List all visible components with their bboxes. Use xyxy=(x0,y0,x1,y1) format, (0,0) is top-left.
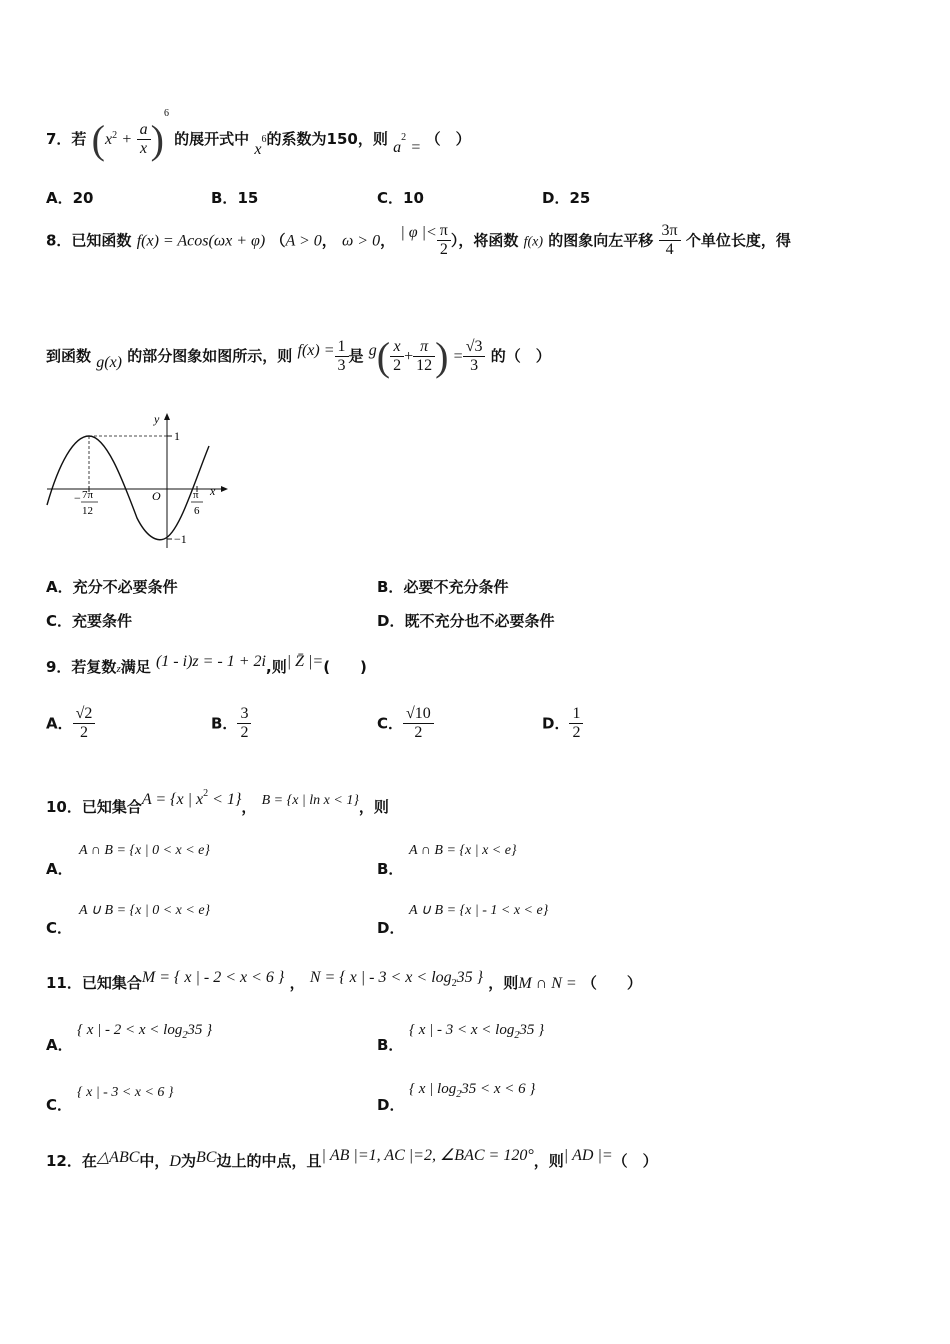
q8-option-d[interactable]: D．既不充分也不必要条件 xyxy=(377,612,555,630)
graph-bottom-label: −1 xyxy=(174,532,187,546)
q11-option-c-value[interactable]: { x | - 3 < x < 6 } xyxy=(77,1085,174,1100)
question-7: 7．若 ($x^2$ + $\frac{a}{x}$ )$^6$ 的展开式中 $x^6$的系数为150，则 $a^2$ = （ ） xyxy=(46,108,471,162)
q7-option-d[interactable]: D．25 xyxy=(542,189,591,207)
q11-option-b-label[interactable]: B． xyxy=(377,1036,404,1054)
q7-left-paren: ( xyxy=(91,117,105,162)
q8-sqrt3-over-3: $\frac{√3}{3}$ xyxy=(463,338,486,376)
graph-y-arrow xyxy=(164,413,170,420)
q10-option-a-value[interactable]: A ∩ B = {x | 0 < x < e} xyxy=(79,843,210,858)
graph-origin-label: O xyxy=(152,489,161,503)
q10-option-d-label[interactable]: D． xyxy=(377,919,405,937)
q10-option-a-label[interactable]: A． xyxy=(46,860,73,878)
q8-pi-over-2: $\frac{\pi}{2}$ xyxy=(437,222,451,260)
graph-right-tick-den: 6 xyxy=(194,505,200,517)
question-10: 10．已知集合A = {x | $x^2 < 1$}， B = {x | ln x < 1}，则 xyxy=(46,788,389,816)
q8-shift-fraction: $\frac{3\pi}{4}$ xyxy=(659,222,681,260)
graph-curve xyxy=(47,436,209,540)
q10-option-b-value[interactable]: A ∩ B = {x | x < e} xyxy=(409,843,517,858)
graph-right-tick-num: π xyxy=(193,489,199,501)
q8-option-c[interactable]: C．充要条件 xyxy=(46,612,133,630)
graph-top-label: 1 xyxy=(174,429,180,443)
question-8-line1: 8．已知函数 f(x) = Acos(ωx + φ) （A > 0， ω > 0， | φ |< $\frac{\pi}{2}$ ），将函数 f(x) 的图象向左平移 $\frac{3\pi}{4}$ 个单位长度，得 xyxy=(46,222,791,259)
q11-option-c-label[interactable]: C． xyxy=(46,1096,73,1114)
q10-option-c-label[interactable]: C． xyxy=(46,919,73,937)
question-9: 9．若复数z满足 (1 - i)z = - 1 + 2i,则| Z̄ |=( ) xyxy=(46,653,367,676)
graph-left-tick-den: 12 xyxy=(82,505,93,517)
q8-option-a[interactable]: A．充分不必要条件 xyxy=(46,578,178,596)
q7-fraction: $\frac{a}{x}$ xyxy=(137,121,151,159)
q10-option-d-value[interactable]: A ∪ B = {x | - 1 < x < e} xyxy=(409,903,549,918)
q11-option-d-value[interactable]: { x | $\log_235 < x < 6$ } xyxy=(409,1081,536,1100)
q11-option-a-label[interactable]: A． xyxy=(46,1036,73,1054)
q8-graph xyxy=(44,408,234,553)
q7-option-b[interactable]: B．15 xyxy=(211,189,259,207)
q7-option-c[interactable]: C．10 xyxy=(377,189,424,207)
q11-option-a-value[interactable]: { x | - $2 < x < \log_235$ } xyxy=(77,1022,213,1041)
q9-option-a[interactable]: A． $\frac{√2}{2}$ xyxy=(46,705,95,743)
q9-option-b[interactable]: B． $\frac{3}{2}$ xyxy=(211,705,251,743)
q11-option-d-label[interactable]: D． xyxy=(377,1096,405,1114)
q10-option-c-value[interactable]: A ∪ B = {x | 0 < x < e} xyxy=(79,903,211,918)
graph-x-label: x xyxy=(210,484,216,498)
q8-function: f(x) = Acos(ωx + φ) xyxy=(136,232,266,250)
q9-option-d[interactable]: D． $\frac{1}{2}$ xyxy=(542,705,583,743)
graph-left-minus: − xyxy=(74,491,81,505)
q11-option-b-value[interactable]: { x | - $3 < x < \log_235$ } xyxy=(409,1022,545,1041)
question-11: 11．已知集合M = { x | - 2 < x < 6 } ， N = { x | - $3 < x < \log_235$ } ，则M ∩ N = （ ） xyxy=(46,969,642,992)
q8-option-b[interactable]: B．必要不充分条件 xyxy=(377,578,509,596)
q9-option-c[interactable]: C． $\frac{√10}{2}$ xyxy=(377,705,434,743)
q10-option-b-label[interactable]: B． xyxy=(377,860,404,878)
question-12: 12．在△ABC中，D为BC边上的中点，且| AB |=1, AC |=2, ∠BAC = 120°，则| AD |=（ ） xyxy=(46,1147,658,1170)
q8-one-third: $\frac{1}{3}$ xyxy=(335,338,349,376)
question-8-line2: 到函数 g(x) 的部分图象如图所示，则 f(x) = $\frac{1}{3}$ 是 g( $\frac{x}{2}$ + $\frac{\pi}{12}$ ) = $\frac{√3}{3}$ 的（ ） xyxy=(46,334,551,379)
q7-option-a[interactable]: A．20 xyxy=(46,189,94,207)
graph-x-arrow xyxy=(221,486,228,492)
graph-left-tick-num: 7π xyxy=(82,489,94,501)
q7-number: 7．若 xyxy=(46,130,87,148)
graph-y-label: y xyxy=(154,412,160,426)
q7-right-paren: ) xyxy=(150,117,164,162)
